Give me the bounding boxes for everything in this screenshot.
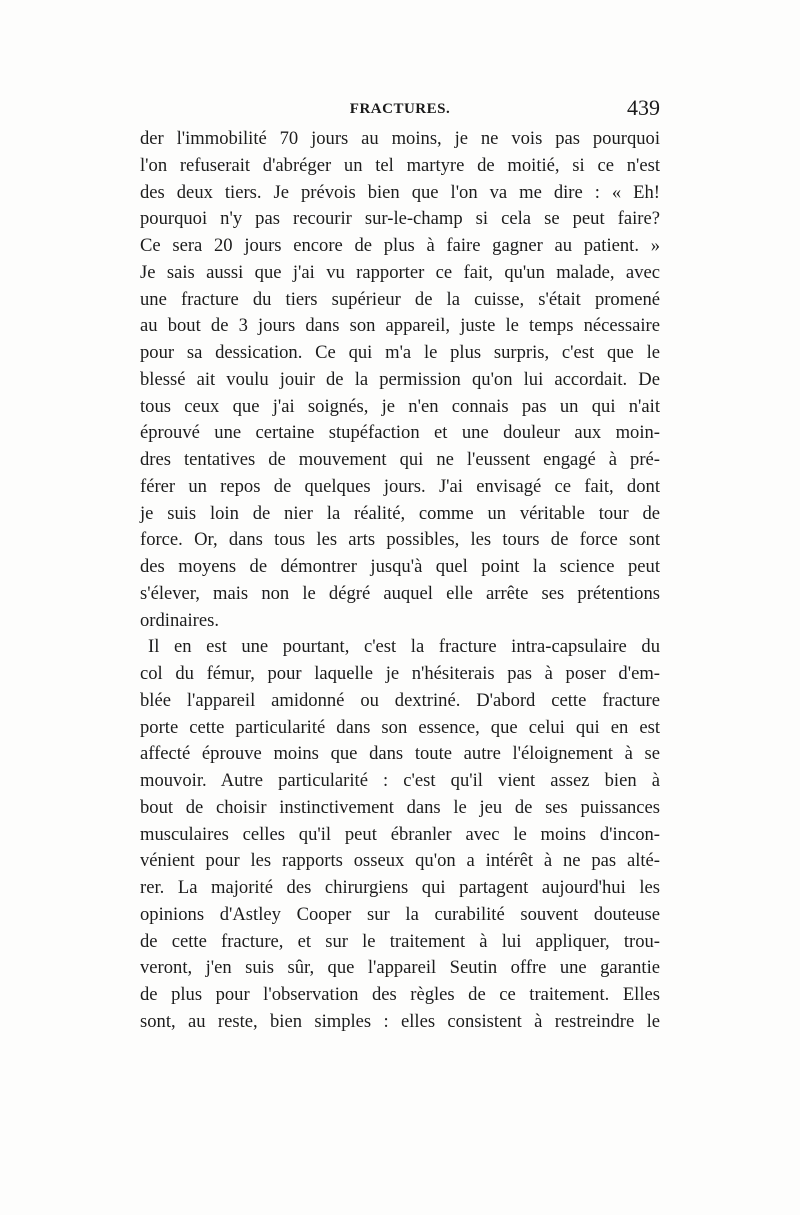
text-line: sont, au reste, bien simples : elles consistent à restreindre le (140, 1010, 660, 1032)
text-line: de cette fracture, et sur le traitement à lui appliquer, trou- (140, 930, 660, 952)
text-line: éprouvé une certaine stupéfaction et une douleur aux moin- (140, 422, 660, 444)
paragraph-end-line: ordinaires. (140, 609, 219, 631)
text-line: une fracture du tiers supérieur de la cuisse, s'était promené (140, 288, 660, 310)
text-line: force. Or, dans tous les arts possibles, les tours de force sont (140, 529, 660, 551)
running-title: FRACTURES. (349, 101, 451, 117)
text-line: bout de choisir instinctivement dans le jeu de ses puissances (140, 796, 660, 818)
text-line: col du fémur, pour laquelle je n'hésiterais pas à poser d'em- (140, 663, 660, 684)
text-line: blée l'appareil amidonné ou dextriné. D'abord cette fracture (140, 689, 660, 711)
text-line: porte cette particularité dans son essence, que celui qui en est (140, 716, 660, 738)
text-line: mouvoir. Autre particularité : c'est qu'il vient assez bien à (140, 770, 660, 791)
text-line: pour sa dessication. Ce qui m'a le plus surpris, c'est que le (140, 342, 660, 363)
text-line: tous ceux que j'ai soignés, je n'en connais pas un qui n'ait (140, 395, 660, 417)
running-head (140, 95, 660, 125)
text-line: der l'immobilité 70 jours au moins, je ne vois pas pourquoi (140, 128, 660, 149)
page-number: 439 (627, 95, 660, 120)
text-line: vénient pour les rapports osseux qu'on a intérêt à ne pas alté- (140, 850, 660, 872)
text-line: pourquoi n'y pas recourir sur-le-champ si cela se peut faire? (140, 208, 660, 230)
text-line: opinions d'Astley Cooper sur la curabilité souvent douteuse (140, 903, 660, 925)
text-line: Ce sera 20 jours encore de plus à faire gagner au patient. » (140, 235, 660, 256)
text-line: blessé ait voulu jouir de la permission qu'on lui accordait. De (140, 368, 660, 390)
text-line: veront, j'en suis sûr, que l'appareil Seutin offre une garantie (140, 957, 660, 979)
text-line: au bout de 3 jours dans son appareil, juste le temps nécessaire (140, 315, 660, 337)
text-line: des deux tiers. Je prévois bien que l'on va me dire : « Eh! (140, 181, 660, 203)
text-line: musculaires celles qu'il peut ébranler avec le moins d'incon- (140, 823, 660, 845)
paragraph-start-line: Il en est une pourtant, c'est la fracture intra-capsulaire du (148, 636, 660, 658)
text-line: des moyens de démontrer jusqu'à quel point la science peut (140, 556, 660, 577)
text-line: je suis loin de nier la réalité, comme un véritable tour de (140, 502, 660, 524)
text-line: férer un repos de quelques jours. J'ai envisagé ce fait, dont (140, 475, 660, 497)
text-line: l'on refuserait d'abréger un tel martyre de moitié, si ce n'est (140, 154, 660, 176)
text-line: dres tentatives de mouvement qui ne l'eussent engagé à pré- (140, 449, 660, 470)
text-line: s'élever, mais non le dégré auquel elle arrête ses prétentions (140, 582, 660, 604)
text-line: Je sais aussi que j'ai vu rapporter ce fait, qu'un malade, avec (140, 261, 660, 283)
text-line: rer. La majorité des chirurgiens qui partagent aujourd'hui les (140, 877, 660, 898)
body-text (140, 126, 660, 1036)
text-line: affecté éprouve moins que dans toute autre l'éloignement à se (140, 743, 660, 765)
text-line: de plus pour l'observation des règles de ce traitement. Elles (140, 984, 660, 1005)
